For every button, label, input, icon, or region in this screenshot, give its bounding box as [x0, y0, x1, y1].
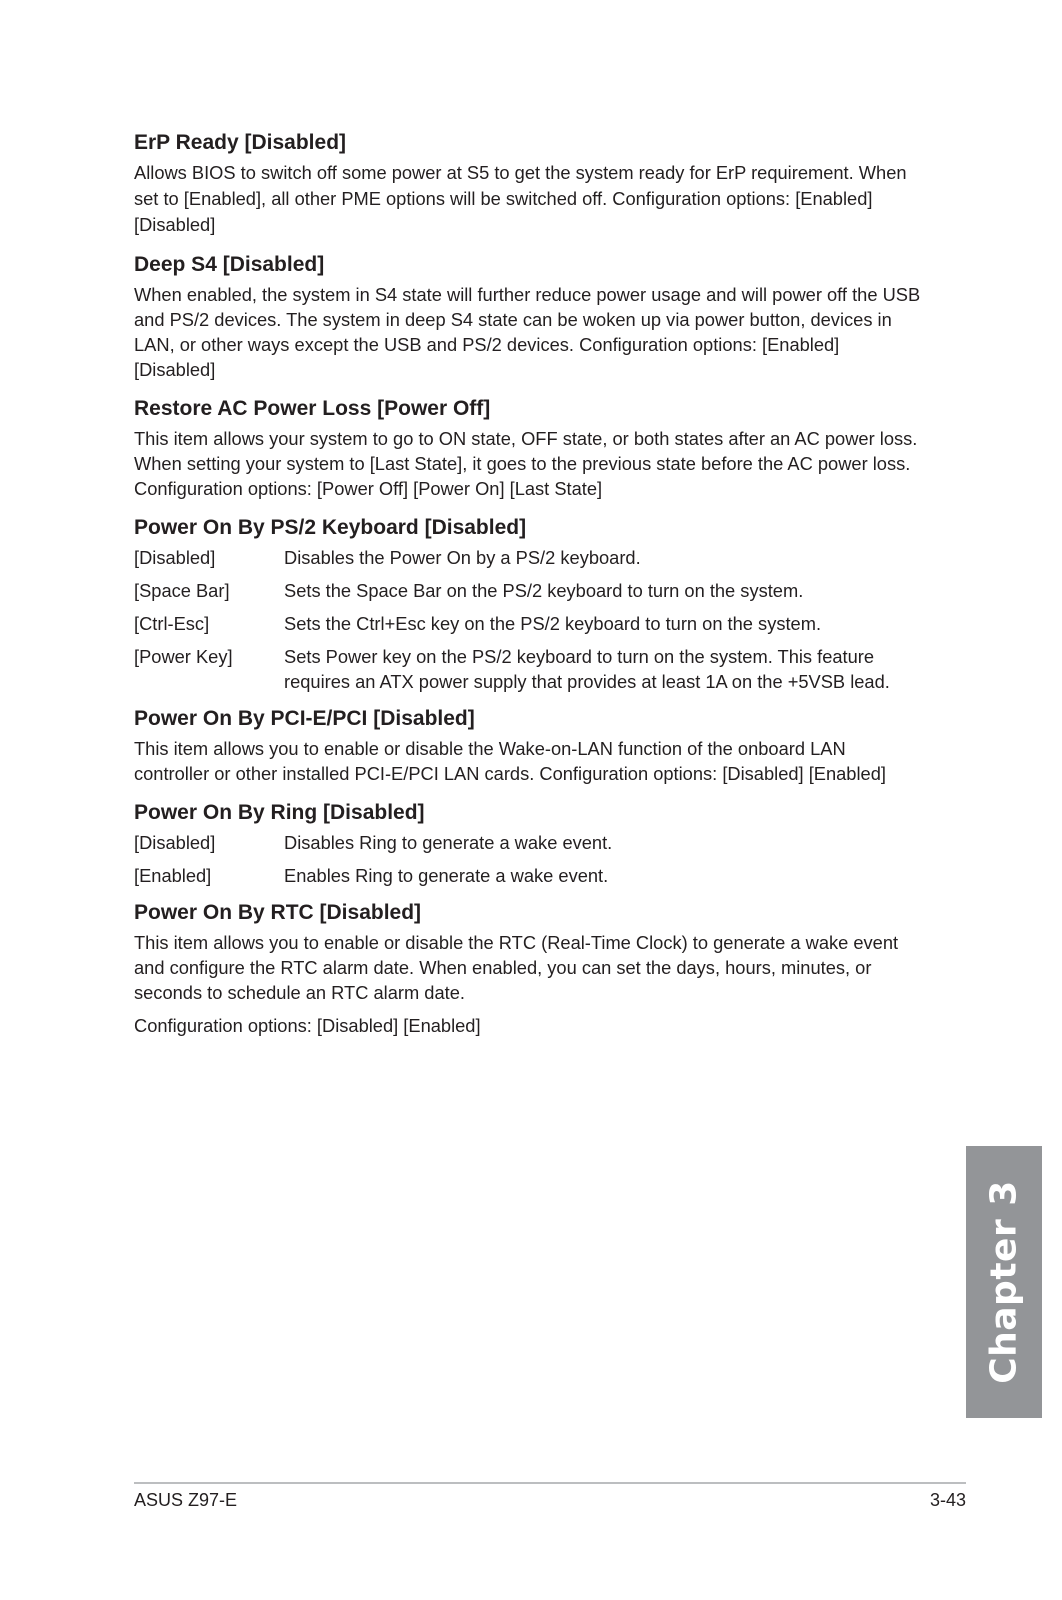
footer-product-name: ASUS Z97-E — [134, 1490, 238, 1510]
option-description: Sets Power key on the PS/2 keyboard to turn on the system. This feature requires an ATX power supply that provides at least 1A on the +5VSB lead. — [284, 646, 890, 692]
option-key: [Power Key] — [134, 646, 233, 667]
section-heading: Power On By Ring [Disabled] — [134, 801, 425, 824]
option-description: Enables Ring to generate a wake event. — [284, 865, 609, 886]
section-heading: Power On By PS/2 Keyboard [Disabled] — [134, 516, 527, 539]
section-power-on-rtc — [134, 896, 924, 1038]
option-key: [Disabled] — [134, 547, 216, 568]
section-paragraph: This item allows you to enable or disable the Wake-on-LAN function of the onboard LAN controller or other installed PCI-E/PCI LAN cards. Configuration options: [Disabled] [Enabled] — [134, 738, 886, 784]
options-table — [134, 830, 924, 888]
option-key: [Enabled] — [134, 865, 212, 886]
option-key: [Disabled] — [134, 832, 216, 853]
chapter-tab — [966, 1146, 1042, 1418]
option-description: Sets the Space Bar on the PS/2 keyboard to turn on the system. — [284, 580, 804, 601]
section-heading: Power On By PCI-E/PCI [Disabled] — [134, 707, 475, 730]
option-row — [134, 863, 924, 888]
section-heading: Power On By RTC [Disabled] — [134, 901, 422, 924]
section-power-on-ring — [134, 796, 924, 888]
section-paragraph: This item allows your system to go to ON state, OFF state, or both states after an AC power loss. When setting your system to [Last State], it goes to the previous state before the AC power loss. Configuration options: [Power Off] [Power On] [Last State] — [134, 428, 918, 499]
option-row — [134, 578, 924, 603]
option-key: [Space Bar] — [134, 580, 230, 601]
section-paragraph: Configuration options: [Disabled] [Enabled] — [134, 1015, 481, 1036]
option-description: Sets the Ctrl+Esc key on the PS/2 keyboard to turn on the system. — [284, 613, 822, 634]
option-row — [134, 545, 924, 570]
option-row — [134, 611, 924, 636]
section-deep-s4 — [134, 248, 924, 382]
footer-divider — [134, 1482, 966, 1484]
chapter-tab-label: Chapter 3 — [983, 1180, 1025, 1384]
page-content — [134, 126, 924, 1038]
option-key: [Ctrl-Esc] — [134, 613, 210, 634]
section-heading: Deep S4 [Disabled] — [134, 253, 325, 276]
section-heading: Restore AC Power Loss [Power Off] — [134, 397, 491, 420]
section-power-on-pcie-pci — [134, 702, 924, 786]
option-row — [134, 830, 924, 855]
section-paragraph: Allows BIOS to switch off some power at S5 to get the system ready for ErP requirement. When set to [Enabled], all other PME options will be switched off. Configuration options: [Enabled] [Disabled] — [134, 162, 907, 235]
section-heading: ErP Ready [Disabled] — [134, 131, 347, 154]
option-description: Disables the Power On by a PS/2 keyboard. — [284, 547, 641, 568]
section-power-on-ps2-keyboard — [134, 511, 924, 694]
section-paragraph: When enabled, the system in S4 state will further reduce power usage and will power off the USB and PS/2 devices. The system in deep S4 state can be woken up via power button, devices in LAN, or other ways except the USB and PS/2 devices. Configuration options: [Enabled] [Disabled] — [134, 284, 921, 380]
option-row — [134, 644, 924, 694]
section-paragraph: This item allows you to enable or disable the RTC (Real-Time Clock) to generate a wake event and configure the RTC alarm date. When enabled, you can set the days, hours, minutes, or seconds to schedule an RTC alarm date. — [134, 932, 899, 1003]
options-table — [134, 545, 924, 694]
footer-page-number: 3-43 — [929, 1490, 966, 1510]
section-erp-ready — [134, 126, 924, 238]
option-description: Disables Ring to generate a wake event. — [284, 832, 613, 853]
section-restore-ac-power-loss — [134, 392, 924, 501]
